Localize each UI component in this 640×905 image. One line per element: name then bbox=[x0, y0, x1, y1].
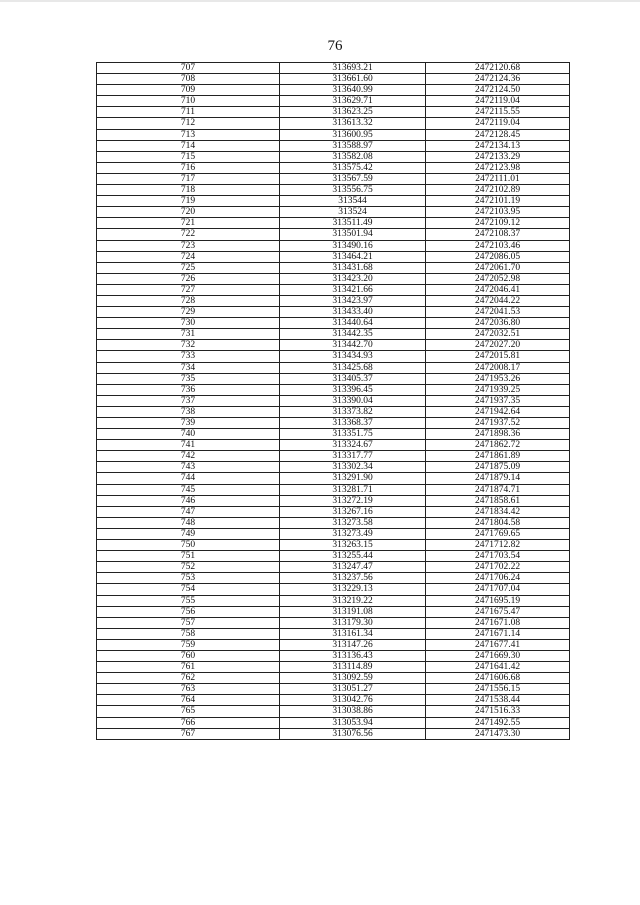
table-row bbox=[97, 185, 570, 196]
x-coordinate-cell: 313423.97 bbox=[280, 295, 426, 306]
point-number-cell: 709 bbox=[97, 85, 280, 96]
point-number-cell: 707 bbox=[97, 63, 280, 74]
table-row bbox=[97, 329, 570, 340]
y-coordinate-cell: 2472015.81 bbox=[426, 351, 570, 362]
point-number-cell: 754 bbox=[97, 584, 280, 595]
point-number-cell: 751 bbox=[97, 551, 280, 562]
table-row bbox=[97, 562, 570, 573]
point-number-cell: 743 bbox=[97, 462, 280, 473]
y-coordinate-cell: 2471712.82 bbox=[426, 540, 570, 551]
table-row bbox=[97, 506, 570, 517]
table-row bbox=[97, 107, 570, 118]
point-number-cell: 742 bbox=[97, 451, 280, 462]
point-number-cell: 738 bbox=[97, 406, 280, 417]
y-coordinate-cell: 2471834.42 bbox=[426, 506, 570, 517]
table-row bbox=[97, 384, 570, 395]
x-coordinate-cell: 313229.13 bbox=[280, 584, 426, 595]
x-coordinate-cell: 313544 bbox=[280, 196, 426, 207]
point-number-cell: 747 bbox=[97, 506, 280, 517]
table-row bbox=[97, 362, 570, 373]
point-number-cell: 733 bbox=[97, 351, 280, 362]
table-row bbox=[97, 273, 570, 284]
table-row bbox=[97, 229, 570, 240]
table-row bbox=[97, 207, 570, 218]
y-coordinate-cell: 2471942.64 bbox=[426, 406, 570, 417]
table-row bbox=[97, 240, 570, 251]
y-coordinate-cell: 2471879.14 bbox=[426, 473, 570, 484]
y-coordinate-cell: 2472027.20 bbox=[426, 340, 570, 351]
point-number-cell: 717 bbox=[97, 173, 280, 184]
table-row bbox=[97, 573, 570, 584]
y-coordinate-cell: 2472123.98 bbox=[426, 162, 570, 173]
table-row bbox=[97, 540, 570, 551]
y-coordinate-cell: 2471703.54 bbox=[426, 551, 570, 562]
table-row bbox=[97, 173, 570, 184]
point-number-cell: 728 bbox=[97, 295, 280, 306]
table-row bbox=[97, 650, 570, 661]
table-row bbox=[97, 484, 570, 495]
table-row bbox=[97, 606, 570, 617]
table-row bbox=[97, 717, 570, 728]
table-row bbox=[97, 684, 570, 695]
point-number-cell: 715 bbox=[97, 151, 280, 162]
y-coordinate-cell: 2471473.30 bbox=[426, 728, 570, 739]
x-coordinate-cell: 313567.59 bbox=[280, 173, 426, 184]
table-row bbox=[97, 662, 570, 673]
point-number-cell: 755 bbox=[97, 595, 280, 606]
point-number-cell: 716 bbox=[97, 162, 280, 173]
x-coordinate-cell: 313575.42 bbox=[280, 162, 426, 173]
x-coordinate-cell: 313053.94 bbox=[280, 717, 426, 728]
x-coordinate-cell: 313042.76 bbox=[280, 695, 426, 706]
x-coordinate-cell: 313179.30 bbox=[280, 617, 426, 628]
y-coordinate-cell: 2472119.04 bbox=[426, 118, 570, 129]
point-number-cell: 739 bbox=[97, 418, 280, 429]
table-row bbox=[97, 85, 570, 96]
table-row bbox=[97, 551, 570, 562]
x-coordinate-cell: 313237.56 bbox=[280, 573, 426, 584]
point-number-cell: 731 bbox=[97, 329, 280, 340]
x-coordinate-cell: 313434.93 bbox=[280, 351, 426, 362]
table-row bbox=[97, 318, 570, 329]
point-number-cell: 763 bbox=[97, 684, 280, 695]
table-row bbox=[97, 451, 570, 462]
y-coordinate-cell: 2472008.17 bbox=[426, 362, 570, 373]
point-number-cell: 745 bbox=[97, 484, 280, 495]
point-number-cell: 758 bbox=[97, 628, 280, 639]
table-row bbox=[97, 218, 570, 229]
x-coordinate-cell: 313302.34 bbox=[280, 462, 426, 473]
point-number-cell: 750 bbox=[97, 540, 280, 551]
table-row bbox=[97, 528, 570, 539]
x-coordinate-cell: 313511.49 bbox=[280, 218, 426, 229]
x-coordinate-cell: 313423.20 bbox=[280, 273, 426, 284]
y-coordinate-cell: 2472124.50 bbox=[426, 85, 570, 96]
page-number: 76 bbox=[327, 38, 343, 54]
table-row bbox=[97, 495, 570, 506]
table-row bbox=[97, 395, 570, 406]
y-coordinate-cell: 2471675.47 bbox=[426, 606, 570, 617]
table-row bbox=[97, 351, 570, 362]
table-row bbox=[97, 373, 570, 384]
table-row bbox=[97, 140, 570, 151]
table-row bbox=[97, 706, 570, 717]
x-coordinate-cell: 313273.49 bbox=[280, 528, 426, 539]
x-coordinate-cell: 313324.67 bbox=[280, 440, 426, 451]
x-coordinate-cell: 313092.59 bbox=[280, 673, 426, 684]
y-coordinate-cell: 2472120.68 bbox=[426, 63, 570, 74]
coordinates-table-body bbox=[97, 63, 570, 740]
point-number-cell: 726 bbox=[97, 273, 280, 284]
x-coordinate-cell: 313640.99 bbox=[280, 85, 426, 96]
y-coordinate-cell: 2472101.19 bbox=[426, 196, 570, 207]
point-number-cell: 721 bbox=[97, 218, 280, 229]
x-coordinate-cell: 313051.27 bbox=[280, 684, 426, 695]
y-coordinate-cell: 2472134.13 bbox=[426, 140, 570, 151]
x-coordinate-cell: 313556.75 bbox=[280, 185, 426, 196]
y-coordinate-cell: 2471702.22 bbox=[426, 562, 570, 573]
table-row bbox=[97, 584, 570, 595]
point-number-cell: 757 bbox=[97, 617, 280, 628]
y-coordinate-cell: 2471677.41 bbox=[426, 639, 570, 650]
y-coordinate-cell: 2472111.01 bbox=[426, 173, 570, 184]
point-number-cell: 724 bbox=[97, 251, 280, 262]
x-coordinate-cell: 313490.16 bbox=[280, 240, 426, 251]
point-number-cell: 730 bbox=[97, 318, 280, 329]
table-row bbox=[97, 63, 570, 74]
y-coordinate-cell: 2471858.61 bbox=[426, 495, 570, 506]
x-coordinate-cell: 313425.68 bbox=[280, 362, 426, 373]
point-number-cell: 714 bbox=[97, 140, 280, 151]
x-coordinate-cell: 313272.19 bbox=[280, 495, 426, 506]
table-row bbox=[97, 74, 570, 85]
x-coordinate-cell: 313255.44 bbox=[280, 551, 426, 562]
point-number-cell: 718 bbox=[97, 185, 280, 196]
table-row bbox=[97, 162, 570, 173]
y-coordinate-cell: 2472041.53 bbox=[426, 307, 570, 318]
x-coordinate-cell: 313038.86 bbox=[280, 706, 426, 717]
x-coordinate-cell: 313661.60 bbox=[280, 74, 426, 85]
table-row bbox=[97, 406, 570, 417]
table-row bbox=[97, 418, 570, 429]
y-coordinate-cell: 2471937.35 bbox=[426, 395, 570, 406]
y-coordinate-cell: 2471671.08 bbox=[426, 617, 570, 628]
table-row bbox=[97, 96, 570, 107]
table-row bbox=[97, 639, 570, 650]
x-coordinate-cell: 313076.56 bbox=[280, 728, 426, 739]
point-number-cell: 711 bbox=[97, 107, 280, 118]
x-coordinate-cell: 313161.34 bbox=[280, 628, 426, 639]
point-number-cell: 746 bbox=[97, 495, 280, 506]
x-coordinate-cell: 313396.45 bbox=[280, 384, 426, 395]
point-number-cell: 708 bbox=[97, 74, 280, 85]
y-coordinate-cell: 2472119.04 bbox=[426, 96, 570, 107]
y-coordinate-cell: 2471707.04 bbox=[426, 584, 570, 595]
point-number-cell: 710 bbox=[97, 96, 280, 107]
x-coordinate-cell: 313693.21 bbox=[280, 63, 426, 74]
y-coordinate-cell: 2471875.09 bbox=[426, 462, 570, 473]
table-row bbox=[97, 673, 570, 684]
point-number-cell: 713 bbox=[97, 129, 280, 140]
y-coordinate-cell: 2472032.51 bbox=[426, 329, 570, 340]
y-coordinate-cell: 2471556.15 bbox=[426, 684, 570, 695]
y-coordinate-cell: 2472124.36 bbox=[426, 74, 570, 85]
table-row bbox=[97, 262, 570, 273]
x-coordinate-cell: 313147.26 bbox=[280, 639, 426, 650]
y-coordinate-cell: 2471861.89 bbox=[426, 451, 570, 462]
point-number-cell: 759 bbox=[97, 639, 280, 650]
table-row bbox=[97, 628, 570, 639]
x-coordinate-cell: 313263.15 bbox=[280, 540, 426, 551]
y-coordinate-cell: 2472128.45 bbox=[426, 129, 570, 140]
table-row bbox=[97, 196, 570, 207]
point-number-cell: 729 bbox=[97, 307, 280, 318]
table-row bbox=[97, 617, 570, 628]
y-coordinate-cell: 2471516.33 bbox=[426, 706, 570, 717]
x-coordinate-cell: 313629.71 bbox=[280, 96, 426, 107]
y-coordinate-cell: 2471898.36 bbox=[426, 429, 570, 440]
table-row bbox=[97, 595, 570, 606]
point-number-cell: 762 bbox=[97, 673, 280, 684]
x-coordinate-cell: 313623.25 bbox=[280, 107, 426, 118]
y-coordinate-cell: 2472103.95 bbox=[426, 207, 570, 218]
x-coordinate-cell: 313267.16 bbox=[280, 506, 426, 517]
y-coordinate-cell: 2471769.65 bbox=[426, 528, 570, 539]
point-number-cell: 741 bbox=[97, 440, 280, 451]
x-coordinate-cell: 313219.22 bbox=[280, 595, 426, 606]
point-number-cell: 735 bbox=[97, 373, 280, 384]
point-number-cell: 756 bbox=[97, 606, 280, 617]
point-number-cell: 725 bbox=[97, 262, 280, 273]
table-row bbox=[97, 295, 570, 306]
table-row bbox=[97, 151, 570, 162]
table-row bbox=[97, 129, 570, 140]
table-row bbox=[97, 429, 570, 440]
point-number-cell: 734 bbox=[97, 362, 280, 373]
point-number-cell: 740 bbox=[97, 429, 280, 440]
y-coordinate-cell: 2472108.37 bbox=[426, 229, 570, 240]
x-coordinate-cell: 313431.68 bbox=[280, 262, 426, 273]
y-coordinate-cell: 2471706.24 bbox=[426, 573, 570, 584]
point-number-cell: 720 bbox=[97, 207, 280, 218]
y-coordinate-cell: 2472046.41 bbox=[426, 284, 570, 295]
x-coordinate-cell: 313464.21 bbox=[280, 251, 426, 262]
page-edge bbox=[0, 0, 640, 2]
point-number-cell: 752 bbox=[97, 562, 280, 573]
x-coordinate-cell: 313442.35 bbox=[280, 329, 426, 340]
table-row bbox=[97, 440, 570, 451]
x-coordinate-cell: 313281.71 bbox=[280, 484, 426, 495]
x-coordinate-cell: 313421.66 bbox=[280, 284, 426, 295]
x-coordinate-cell: 313433.40 bbox=[280, 307, 426, 318]
y-coordinate-cell: 2472061.70 bbox=[426, 262, 570, 273]
x-coordinate-cell: 313247.47 bbox=[280, 562, 426, 573]
table-row bbox=[97, 251, 570, 262]
point-number-cell: 749 bbox=[97, 528, 280, 539]
point-number-cell: 744 bbox=[97, 473, 280, 484]
point-number-cell: 712 bbox=[97, 118, 280, 129]
table-row bbox=[97, 340, 570, 351]
y-coordinate-cell: 2471695.19 bbox=[426, 595, 570, 606]
x-coordinate-cell: 313114.89 bbox=[280, 662, 426, 673]
table-row bbox=[97, 473, 570, 484]
point-number-cell: 722 bbox=[97, 229, 280, 240]
x-coordinate-cell: 313273.58 bbox=[280, 517, 426, 528]
point-number-cell: 727 bbox=[97, 284, 280, 295]
x-coordinate-cell: 313613.32 bbox=[280, 118, 426, 129]
point-number-cell: 753 bbox=[97, 573, 280, 584]
y-coordinate-cell: 2471492.55 bbox=[426, 717, 570, 728]
coordinates-table bbox=[96, 62, 570, 740]
table-row bbox=[97, 307, 570, 318]
x-coordinate-cell: 313136.43 bbox=[280, 650, 426, 661]
x-coordinate-cell: 313373.82 bbox=[280, 406, 426, 417]
y-coordinate-cell: 2471671.14 bbox=[426, 628, 570, 639]
y-coordinate-cell: 2472044.22 bbox=[426, 295, 570, 306]
x-coordinate-cell: 313191.08 bbox=[280, 606, 426, 617]
x-coordinate-cell: 313405.37 bbox=[280, 373, 426, 384]
y-coordinate-cell: 2471606.68 bbox=[426, 673, 570, 684]
x-coordinate-cell: 313588.97 bbox=[280, 140, 426, 151]
y-coordinate-cell: 2472133.29 bbox=[426, 151, 570, 162]
point-number-cell: 766 bbox=[97, 717, 280, 728]
y-coordinate-cell: 2471641.42 bbox=[426, 662, 570, 673]
y-coordinate-cell: 2471874.71 bbox=[426, 484, 570, 495]
y-coordinate-cell: 2471538.44 bbox=[426, 695, 570, 706]
y-coordinate-cell: 2472036.80 bbox=[426, 318, 570, 329]
y-coordinate-cell: 2471937.52 bbox=[426, 418, 570, 429]
point-number-cell: 723 bbox=[97, 240, 280, 251]
point-number-cell: 764 bbox=[97, 695, 280, 706]
point-number-cell: 761 bbox=[97, 662, 280, 673]
point-number-cell: 737 bbox=[97, 395, 280, 406]
y-coordinate-cell: 2471669.30 bbox=[426, 650, 570, 661]
table-row bbox=[97, 118, 570, 129]
x-coordinate-cell: 313501.94 bbox=[280, 229, 426, 240]
x-coordinate-cell: 313442.70 bbox=[280, 340, 426, 351]
y-coordinate-cell: 2472115.55 bbox=[426, 107, 570, 118]
x-coordinate-cell: 313291.90 bbox=[280, 473, 426, 484]
x-coordinate-cell: 313440.64 bbox=[280, 318, 426, 329]
y-coordinate-cell: 2472102.89 bbox=[426, 185, 570, 196]
x-coordinate-cell: 313390.04 bbox=[280, 395, 426, 406]
table-row bbox=[97, 695, 570, 706]
y-coordinate-cell: 2471862.72 bbox=[426, 440, 570, 451]
table-row bbox=[97, 517, 570, 528]
point-number-cell: 765 bbox=[97, 706, 280, 717]
y-coordinate-cell: 2472103.46 bbox=[426, 240, 570, 251]
y-coordinate-cell: 2471953.26 bbox=[426, 373, 570, 384]
x-coordinate-cell: 313524 bbox=[280, 207, 426, 218]
point-number-cell: 748 bbox=[97, 517, 280, 528]
y-coordinate-cell: 2471804.58 bbox=[426, 517, 570, 528]
point-number-cell: 767 bbox=[97, 728, 280, 739]
point-number-cell: 732 bbox=[97, 340, 280, 351]
point-number-cell: 719 bbox=[97, 196, 280, 207]
y-coordinate-cell: 2472052.98 bbox=[426, 273, 570, 284]
x-coordinate-cell: 313368.37 bbox=[280, 418, 426, 429]
x-coordinate-cell: 313351.75 bbox=[280, 429, 426, 440]
y-coordinate-cell: 2472109.12 bbox=[426, 218, 570, 229]
y-coordinate-cell: 2471939.25 bbox=[426, 384, 570, 395]
table-row bbox=[97, 284, 570, 295]
table-row bbox=[97, 462, 570, 473]
point-number-cell: 736 bbox=[97, 384, 280, 395]
x-coordinate-cell: 313317.77 bbox=[280, 451, 426, 462]
point-number-cell: 760 bbox=[97, 650, 280, 661]
table-row bbox=[97, 728, 570, 739]
x-coordinate-cell: 313600.95 bbox=[280, 129, 426, 140]
y-coordinate-cell: 2472086.05 bbox=[426, 251, 570, 262]
x-coordinate-cell: 313582.08 bbox=[280, 151, 426, 162]
